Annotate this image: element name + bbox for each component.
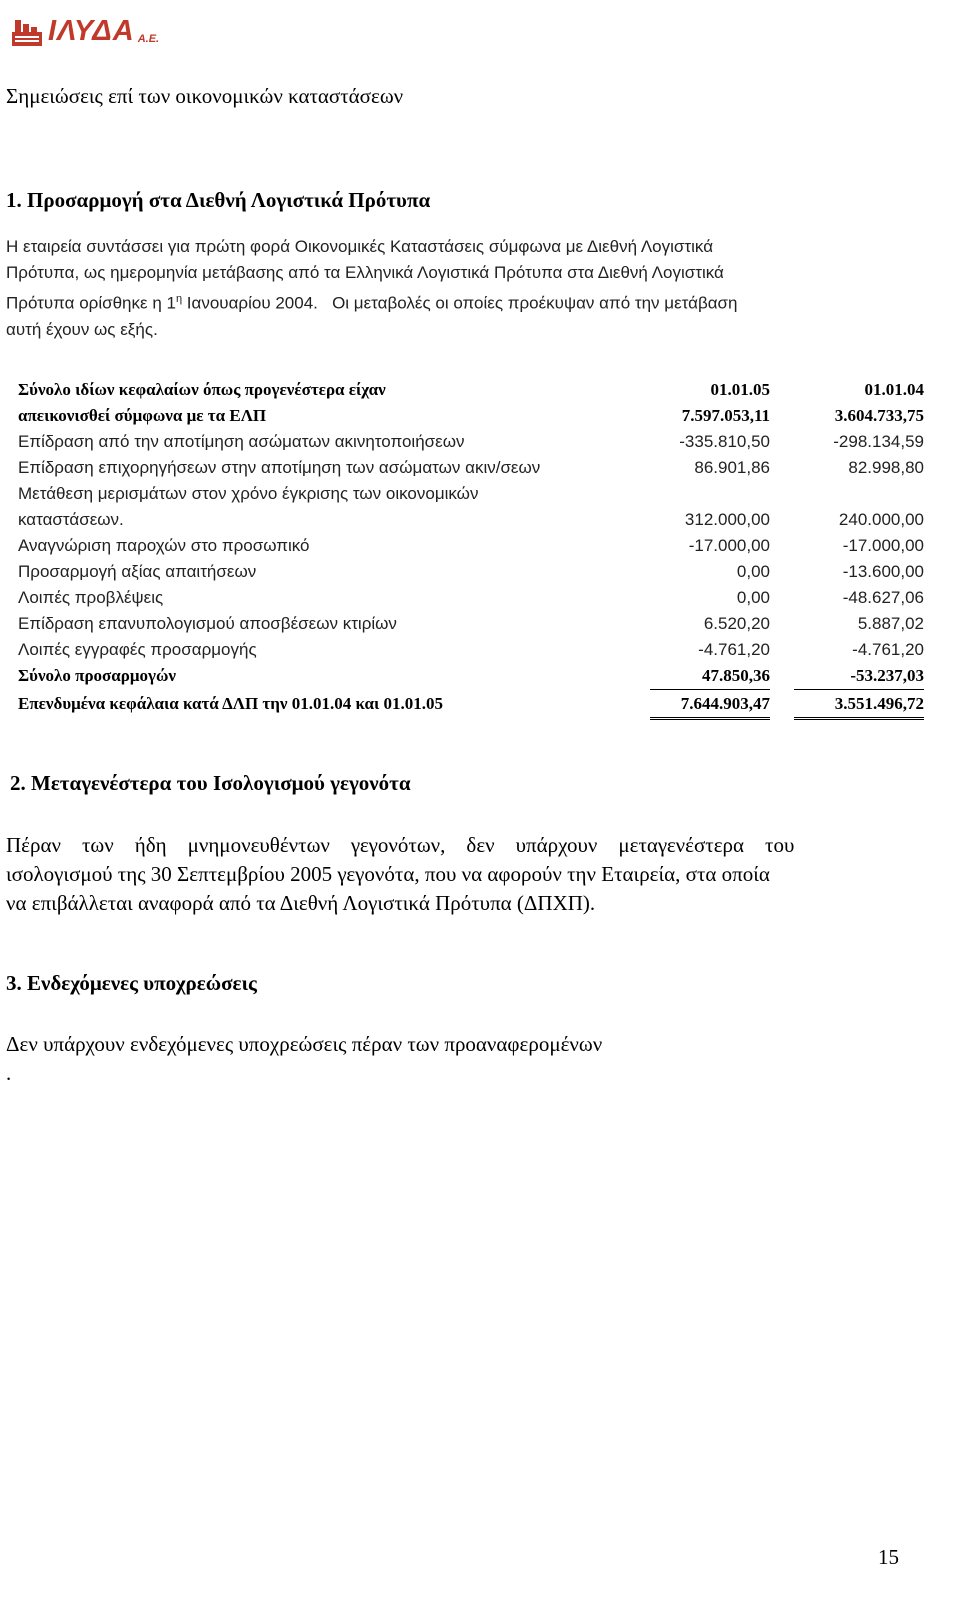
row-value-2004: 240.000,00 <box>838 510 924 529</box>
paragraph-line: ισολογισμού της 30 Σεπτεμβρίου 2005 γεγονότα, που να αφορούν την Εταιρεία, στα οποία <box>6 862 770 886</box>
row-value-2005: 0,00 <box>736 562 770 581</box>
row-value-2005: 7.644.903,47 <box>650 691 770 720</box>
section-3-title: 3. Ενδεχόμενες υποχρεώσεις <box>6 971 257 995</box>
row-value-2004: -48.627,06 <box>842 588 924 607</box>
row-value-2005: 47.850,36 <box>650 663 770 690</box>
row-value-2004: 82.998,80 <box>848 458 924 477</box>
table-row <box>18 481 930 507</box>
row-value-2005: 86.901,86 <box>694 458 770 477</box>
logo-mark-icon <box>12 18 42 46</box>
row-value-2004: -17.000,00 <box>842 536 924 555</box>
row-value-2004: 3.551.496,72 <box>794 691 924 720</box>
paragraph-line: Δεν υπάρχουν ενδεχόμενες υποχρεώσεις πέραν των προαναφερομένων <box>6 1032 603 1056</box>
table-header-row <box>18 377 930 403</box>
row-value-2005: -17.000,00 <box>688 536 770 555</box>
row-value-2004: 5.887,02 <box>857 614 924 633</box>
column-header-2005: 01.01.05 <box>710 380 770 399</box>
section-1-paragraph <box>6 234 926 343</box>
paragraph-text: Ιανουαρίου 2004. Οι μεταβολές οι οποίες προέκυψαν από την μετάβαση <box>182 293 738 313</box>
table-row <box>18 559 930 585</box>
row-label: Επίδραση επιχορηγήσεων στην αποτίμηση των ασώματων ακιν/σεων <box>18 458 541 477</box>
row-label: απεικονισθεί σύμφωνα με τα ΕΛΠ <box>18 406 267 425</box>
paragraph-line: να επιβάλλεται αναφορά από τα Διεθνή Λογιστικά Πρότυπα (ΔΠΧΠ). <box>6 891 596 915</box>
table-row <box>18 403 930 429</box>
row-label: Σύνολο προσαρμογών <box>18 666 176 685</box>
row-value-2005: 312.000,00 <box>684 510 770 529</box>
section-1-title: 1. Προσαρμογή στα Διεθνή Λογιστικά Πρότυπα <box>6 188 431 212</box>
row-label: Επενδυμένα κεφάλαια κατά ΔΛΠ την 01.01.04 και 01.01.05 <box>18 694 443 713</box>
page-title: Σημειώσεις επί των οικονομικών καταστάσεων <box>6 84 404 108</box>
section-3-paragraph <box>6 1030 906 1088</box>
table-row <box>18 611 930 637</box>
page-number: 15 <box>878 1545 899 1569</box>
row-value-2004: 3.604.733,75 <box>834 406 924 425</box>
table-row <box>18 507 930 533</box>
table-row <box>18 429 930 455</box>
trailing-dot: . <box>6 1061 12 1085</box>
paragraph-line: Πέραν των ήδη μνημονευθέντων γεγονότων, δεν υπάρχουν μεταγενέστερα του <box>6 833 795 857</box>
table-row <box>18 637 930 663</box>
superscript: η <box>175 293 183 305</box>
paragraph-line: αυτή έχουν ως εξής. <box>6 319 158 339</box>
section-2-title: 2. Μεταγενέστερα του Ισολογισμού γεγονότα <box>10 771 411 795</box>
paragraph-line: Η εταιρεία συντάσσει για πρώτη φορά Οικονομικές Καταστάσεις σύμφωνα με Διεθνή Λογιστικά <box>6 237 714 256</box>
paragraph-text: Πρότυπα ορίσθηκε η 1 <box>6 293 176 313</box>
row-label: Επίδραση επανυπολογισμού αποσβέσεων κτιρίων <box>18 614 397 633</box>
row-value-2004: -298.134,59 <box>833 432 924 451</box>
paragraph-line: Πρότυπα, ως ημερομηνία μετάβασης από τα Ελληνικά Λογιστικά Πρότυπα στα Διεθνή Λογιστικά <box>6 263 724 282</box>
total-adjustments-row <box>18 663 930 689</box>
table-row <box>18 455 930 481</box>
row-value-2004: -13.600,00 <box>842 562 924 581</box>
row-label: Λοιπές εγγραφές προσαρμογής <box>18 640 257 659</box>
row-label: καταστάσεων. <box>18 510 124 529</box>
table-row <box>18 585 930 611</box>
row-value-2005: -4.761,20 <box>698 640 770 659</box>
logo-suffix: Α.Ε. <box>137 33 160 45</box>
row-value-2005: 6.520,20 <box>703 614 770 633</box>
row-label: Προσαρμογή αξίας απαιτήσεων <box>18 562 257 581</box>
row-value-2005: 0,00 <box>736 588 770 607</box>
table-row <box>18 533 930 559</box>
row-label: Λοιπές προβλέψεις <box>18 588 164 607</box>
table-header-label: Σύνολο ιδίων κεφαλαίων όπως προγενέστερα είχαν <box>18 380 386 399</box>
logo-text: ΙΛΥΔΑ <box>48 15 135 47</box>
row-value-2004: -53.237,03 <box>794 663 924 690</box>
section-2-paragraph <box>6 831 906 918</box>
company-logo <box>12 14 159 46</box>
row-value-2005: -335.810,50 <box>679 432 770 451</box>
row-label: Αναγνώριση παροχών στο προσωπικό <box>18 536 310 555</box>
row-label: Μετάθεση μερισμάτων στον χρόνο έγκρισης των οικονομικών <box>18 484 479 503</box>
row-label: Επίδραση από την αποτίμηση ασώματων ακινητοποιήσεων <box>18 432 465 451</box>
column-header-2004: 01.01.04 <box>864 380 924 399</box>
paragraph-line <box>6 286 926 317</box>
final-equity-row <box>18 691 930 717</box>
ifrs-adjustments-table <box>18 377 930 717</box>
row-value-2005: 7.597.053,11 <box>681 406 770 425</box>
row-value-2004: -4.761,20 <box>852 640 924 659</box>
